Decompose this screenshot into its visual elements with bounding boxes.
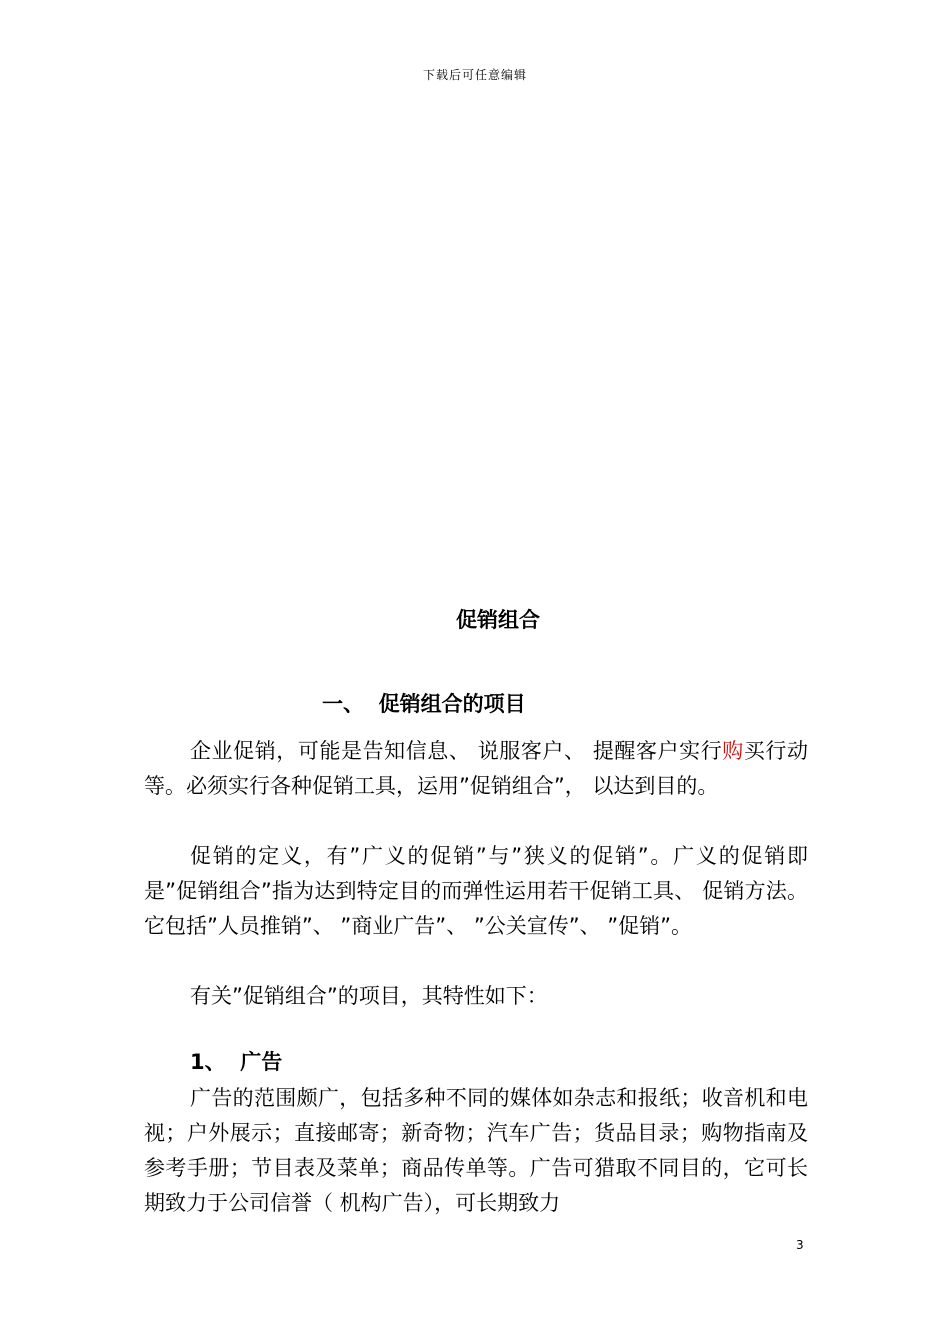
paragraph-intro-text-start: 企业促销，可能是告知信息、 说服客户、 提醒客户实行 [190, 739, 723, 763]
paragraph-definition: 促销的定义，有”广义的促销”与”狭义的促销”。广义的促销即是”促销组合”指为达到特定目的而弹性运用若干促销工具、 促销方法。它包括”人员推销”、 ”商业广告”、 ”公关宣传”、 ”促销”。 [144, 844, 808, 938]
paragraph-advertising: 广告的范围颇广，包括多种不同的媒体如杂志和报纸；收音机和电视；户外展示；直接邮寄；新奇物；汽车广告；货品目录；购物指南及参考手册；节目表及菜单；商品传单等。广告可猎取不同目的，它可长期致力于公司信誉（ 机构广告），可长期致力 [144, 1086, 808, 1215]
page-number: 3 [796, 1238, 804, 1252]
header-note: 下载后可任意编辑 [422, 68, 527, 82]
section-heading: 一、 促销组合的项目 [322, 692, 526, 716]
document-title: 促销组合 [456, 608, 540, 632]
sub-heading-advertising: 1、 广告 [190, 1050, 283, 1074]
highlighted-character: 购 [722, 739, 744, 763]
paragraph-items-intro: 有关”促销组合”的项目，其特性如下： [190, 984, 548, 1008]
paragraph-intro [144, 734, 808, 804]
paragraph-intro-text-end: 买行动等。必须实行各种促销工具，运用”促销组合”， 以达到目的。 [144, 739, 809, 798]
